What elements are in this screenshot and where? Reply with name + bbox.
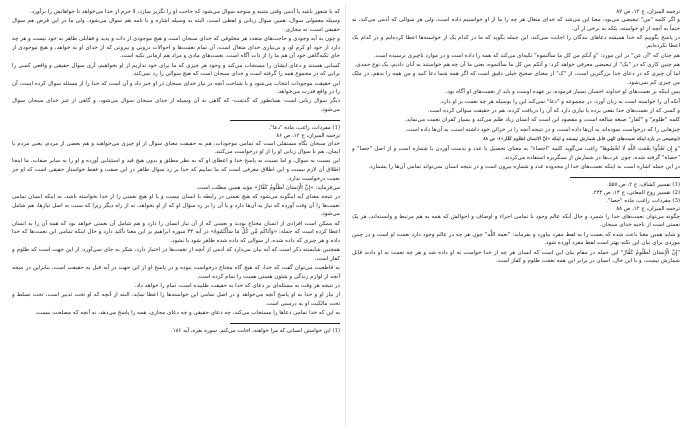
right-body-paragraph: هم چنین کاری که در "یک" از تبعیضی معرفی خواهد کرد: و آنکم من کل ما سألتموه، یعنی ما آن چه هم خواستند به آنان دادیم، یک نوع حمدی. (354, 62, 680, 69)
bottom-footnote: (1) این خواستن انسانی که مرا خواهند، اجابت می‌کنم. سوره بقره، آیه ۱۸۶. (170, 327, 340, 334)
left-footnote-paragraph: در نتیجه معنای آیه اینگونه می‌شود که هیچ نعمتی در رابطه با انسان نیست و یا او هیچ نعمتی را از خدا نخواسته باشد، نه اینکه انسان تمامی نعمت‌ها را آن وقت آورده که نیاز به آن‌ها دارد و یا آن را بر رد سؤال او که از او بخواهد، نه از راه دیگر زیرا که سبب به اصل نیازها، هم شامل می‌شود. (12, 194, 340, 218)
right-body-paragraph: هم چنان که "آن عن" در این مورد: "و آنکم من کل ما سألتموه" تکیه‌ای می‌کند که همه را داده است و در موارد ناچیزی نرسیده است. (373, 52, 680, 59)
footnote-reference: (1) مفردات، راغب، ماده "دعا". (268, 124, 340, 131)
footnote-reference: (2) تفسیر روح المعانی، ج ۱۳، ص ۲۳۴. (591, 189, 680, 196)
right-body-paragraph: آنکه آن را خواسته است به زبان آورد، در مجموعه و "دعا" نمی‌کند این را بوسیله هر چه نعمت بر او دارد. (439, 98, 680, 105)
right-footnote-paragraph: و شاید همین معنا باعث شده که نعمت را به لفظ مفرد بیاورد و بفرماید: "نعمة اللَّه" چون هر چه در عالم وجود دارد نعمت او است و در چنین موردی برای بیان این نکته بهتر است لفظ مفرد آورده شود. (352, 231, 680, 247)
left-body-paragraph: این حقیقت موجودات انتخاب می‌شود و با شناخت آنچه در نیاز خدای سبحان در او خبر داد و آن است که خدا را از مسئله سوال کرده است، آن را در واقع قدرت می‌خواهد. (12, 80, 340, 96)
left-footnote-paragraph: این نسبت به سوال، و اما نسبت به پاسخ خدا و اعطای او که به نظر مطلق و بدون هیچ قید و استثنایی آورده و او را به سایر صفات، ما اینجا اطلاق آن لازم نیست و این اطلاق معرفی است که ما نماییم که خدا بر رد سوال ظاهر در این صفت و فقط خواستار حقیقی است که او جز نعمت درخواست ندارد. (12, 158, 340, 182)
footnote-divider (230, 323, 340, 324)
left-footnote-paragraph: در نتیجه هر وقت به مسئله‌ای بر دعای که خدا به حقیقت طلبیده است، تمام را خواهد داد. (134, 282, 340, 289)
page-citation: ترجمه المیزان، ج ۱۲، ص ۸۶ (276, 132, 340, 139)
page-citation: ترجمه المیزان، ج ۱۲، ص ۸۷ (616, 9, 680, 15)
left-footnote-paragraph: که ممکن است افرادی از انسان محتاج بودند و نعمتی که از آن نیاز انسان را دارد و هم شامل آن نعمتی خواهد بود که همه آن را به انسان اعطا کرده است که جمله: «وَآتَاكُم مِّن كُلِّ مَا سَأَلْتُمُوهُ» در آیه ۳۴ سوره ابراهیم بر این معنا تأکید دارد و حال اینکه تمامی این نعمت‌ها که خدا داده و هر چیزی که داده شده، از سوالی که داده شده ظاهر شود یا نشود. (12, 220, 340, 244)
right-body-paragraph: "و إِن تَعُدُّوا نِعْمَتَ اللَّهِ لَا تُحْصُوهَا" راغب می‌گوید کلمه "احصاء" به معنای تحصیل با عدد و بدست آوردن با شماره است و از اصل "حصا" و "حصاة" گرفته شده، چون عرب‌ها در شمارش از سنگریزه استفاده می‌کردند. (352, 146, 680, 161)
right-body-paragraph: و کسی که از نعمت‌های خدا نفعی برده یا نیازی دارد که آن را دریافت کرده، هم در حقیقت سوالی کرده است. (427, 108, 680, 115)
left-page (12, 8, 340, 423)
left-footnote-paragraph: به قاطعیت می‌توان گفت که خدا، که هیچ گاه محتاج درخواست نبوده و در پاسخ او از این جهت در آیه قبل به حقیقت است، بنابراین در نتیجه آنچه از لوازم زندگی و شئون هستی هست را تمام کرده است. (12, 264, 340, 280)
right-body-paragraph: کلمه "ظلوم" و "کفار" صیغه مبالغه است، و مقصود این است که انسان زیاد ظلم می‌کند و بسیار کفران نعمت می‌نماید. (404, 117, 680, 124)
right-body-paragraph: اما آن چیزی که در دعای خدا بزرگترین است، از "ک" از معنای صحیح خیلی دقیق است که اگر همه شما دعا کنید و من همه را بدهم، در ملک من چیزی کم نمی‌شود. (352, 71, 680, 87)
left-body-paragraph: دیگر سوال زبانی است- همانطور که گذشت- که گاهی به آن وسیله از خدای سبحان سوال می‌شود، و گاهی از غیر خدای سبحان سوال می‌شود. (12, 98, 340, 113)
right-body-paragraph: و اگر کلمه "من" تبعیضی می‌بود، معنا این می‌شد که خدای متعال هر چه را ما از او خواستیم داده است، ولی هر سوالی که آدمی می‌کند، نه حتماً به آنچه از او خواسته، بلکه به برخی از آن. (352, 17, 680, 32)
right-body-paragraph: در پاسخ بگوییم که خدا همیشه دعاهای بندگان را اجابت نمی‌کند، این جمله بگوید که ما در کدام یک از خواسته‌ها اعطا کرده‌ایم و در کدام یک اعطا نکرده‌ایم. (352, 34, 680, 50)
right-page (352, 8, 680, 423)
footnote-reference: (3) مفردات، راغب، ماده "حصا". (606, 197, 680, 204)
left-footnote-paragraph: همچنین شایسته ذکر است که آیه بیان می‌دارد که آدمی از آنچه از نعمت‌ها در اختیار دارد، شکر به جای نمی‌آورد، از این جهت است که ظلوم و کفار است. (12, 247, 340, 262)
right-footnote-paragraph: "إِنَّ الْإِنسَانَ لَظَلُومٌ كَفَّارٌ" این جمله در مقام بیان این است که انسان هر چه از خدا خواست به او داده شد و هر چه نعمت به او دادند قابل شمارش نیست، و با این حال، انسان در برابر این همه نعمت ظلوم و کفار است. (352, 249, 680, 265)
left-footnote-paragraph: می‌فرماید: «إِنَّ الْإِنسَانَ لَظَلُومٌ كَفَّارٌ» مؤید همین مطلب است. (196, 184, 340, 191)
left-body-paragraph: که با شعور باشد یا آدمی وقتی متنبه و متوجه سوال می‌شود که حاجت او را نگزیر سازد، لا جرم از خدا می‌خواهد تا خواهانش را برآورد. (30, 9, 340, 15)
page-citation: ترجمه المیزان، ج ۱۲، ص ۸۸ (616, 205, 680, 212)
footnote-divider (570, 177, 680, 178)
footnote-reference: (1) تفسیر کشاف، ج ۲، ص ۵۵۷. (607, 181, 680, 188)
left-footnote-paragraph: از نیاز او و خدا به او پاسخ آنچه می‌خواهد و در اصل تمامی این خواسته‌ها را اعطا نماید، البته از آنچه که او تحت تدبیر است، تحت تسلط و تحت مالکیت او به درستی است. (12, 292, 340, 307)
left-footnote-paragraph: خدای سبحان نگاه مستقلی است که تمامی موجودات، هم به حقیقت معنای سوال از او چیزی می‌خواهند و هم بعضی از مردم، یعنی مردم با ایمان، هم با سوال زبانی او را از او درخواست می‌کنند. (12, 140, 340, 156)
right-body-paragraph: پس اینکه بر نعمت‌های او خداوند احسان بسیار فرموده، بر عهده اوست و باید از نعمت‌های او آگاه بود. (445, 89, 680, 96)
left-body-paragraph: و چون به آیه وجودی و حاجت‌های متعدد هر مخلوقی که خدای سبحان است و هیچ موجودی از ذات و پدید و فقابلی ظاهر به خود نیست و هر چه دارد از خود او کرم او، و بی‌نیازی خدای متعال است، آن تمام نعمت‌ها و احوالات درونی و بیرونی که از خدای او به خواهد، و هیچ موجودی از جای تکیه‌گاهی خود آن هم ما را از ذات آگاه است، نعمت‌های مادی و مراد هم ازمانی تکیه است. (12, 36, 340, 60)
footnote-divider (230, 120, 340, 121)
left-body-paragraph: کسانی هستند و دعای ایشان را مستجاب می‌کند و وجود هر چیزی که ما برای خود نداریم از او بخواهیم، آری سوال حقیقی و واقعی کسی را برانی که در مجموع همه را گرفته است و خدای سبحان است که هیچ سوالی را رد نمی‌کند. (12, 62, 340, 78)
right-body-paragraph: در این جمله اشاره است به اینکه نعمت‌های خدا از محدوده عدد و شماره بیرون است و در نتیجه انسان نمی‌تواند تمامی آن‌ها را بشمارد. (368, 164, 680, 171)
section-note: (توضیحی در باره اینکه نعمت‌های الهی قابل شمارش نیستند و اینکه «انّ الانسان لظلوم کفّار»)- ص ۸۸ (483, 137, 680, 143)
right-body-paragraph: چیزهایی را که درخواست نموده‌اند به آن‌ها داده است، و در نتیجه آنچه را در خزائن خود داشته است، به آن‌ها داده است. (405, 126, 680, 133)
right-footnote-paragraph: چگونه می‌توان نعمت‌های خدا را شمرد و حال آنکه عالم وجود با تمامی اجزاء و اوصاف و احوالش که همه به هم مرتبط و وابسته‌اند، هر یک نعمتی است از ناحیه خدای سبحان. (352, 213, 680, 229)
left-footnote-paragraph: به این که خدا تمامی دعاها را مستجاب می‌کند، چه دعای حقیقی و چه دعای مجازی، همه را پاسخ می‌دهد، نه آنچه که مصلحت نیست. (35, 310, 340, 317)
page-gutter (345, 4, 346, 427)
left-body-paragraph: وسیله معمولی سوال، همین سوال زبانی و لفظی است، البته به وسیله اشاره و یا نامه هم سوال می‌شود، ولی ما در این فرض هم سوال حقیقی است، نه مجازی. (12, 18, 340, 33)
